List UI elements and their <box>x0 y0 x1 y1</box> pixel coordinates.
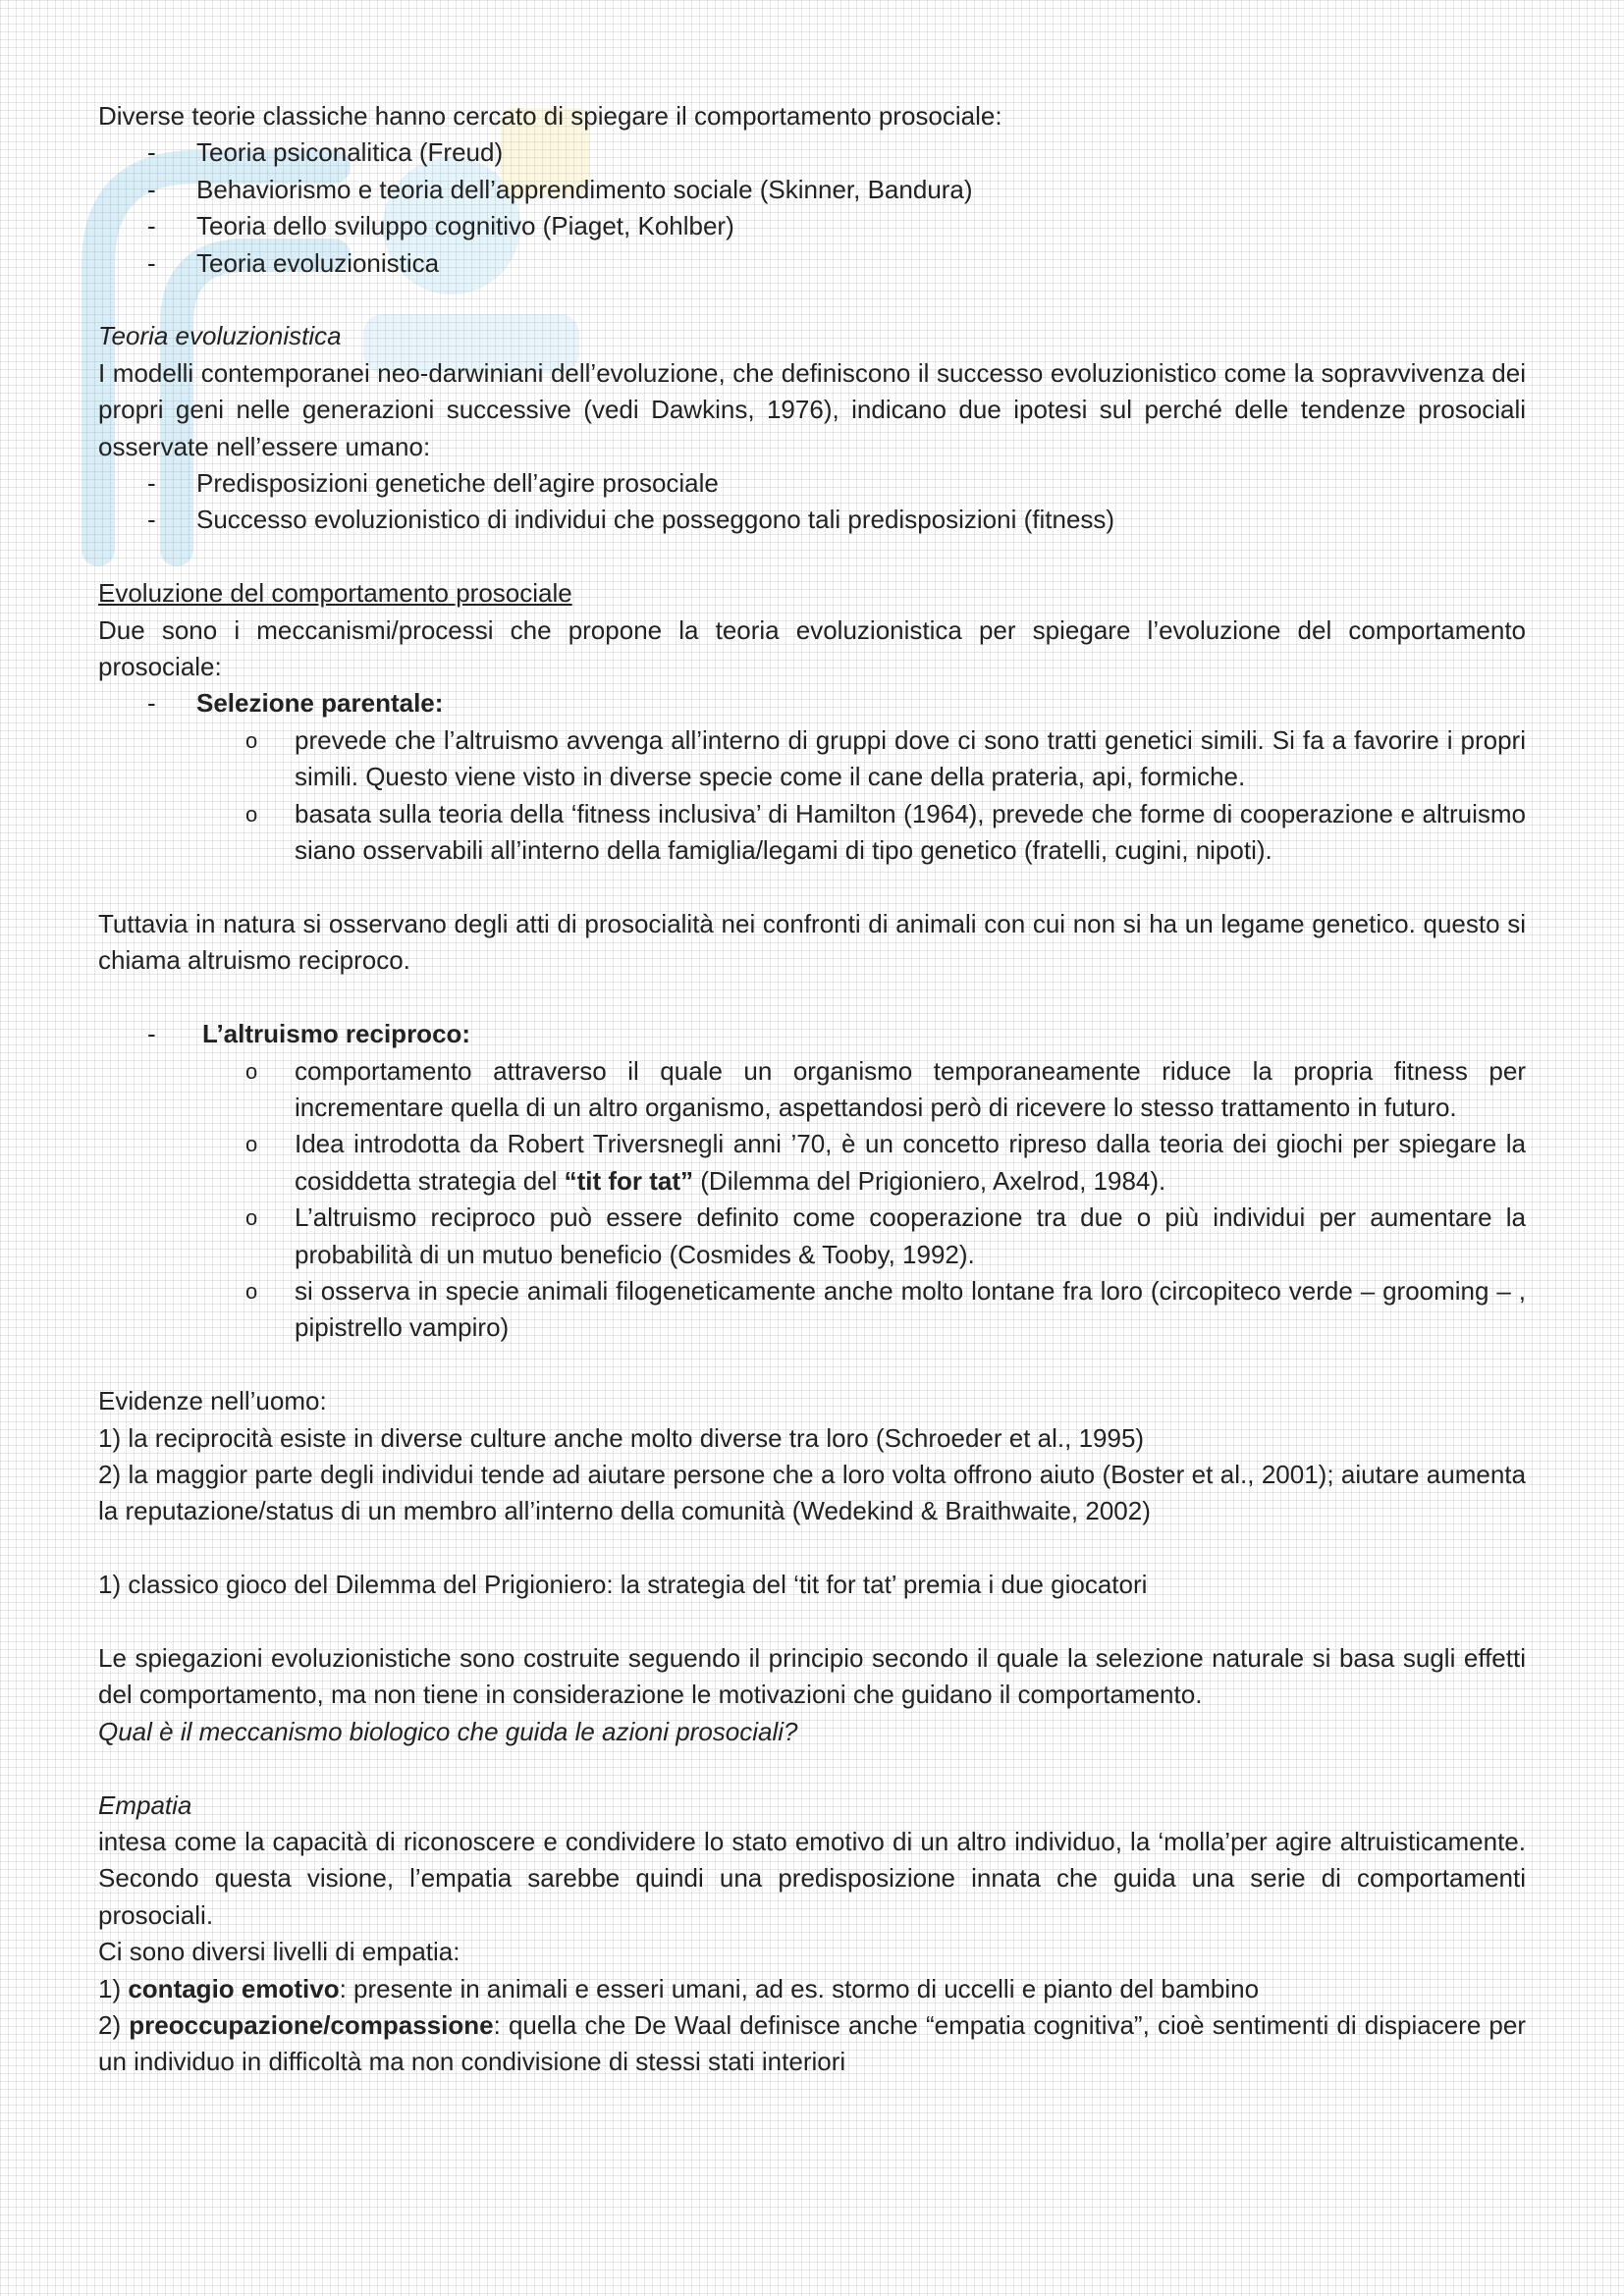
evo-paragraph: I modelli contemporanei neo-darwiniani dell’evoluzione, che definiscono il successo evoluzionistico come la sopravvivenza dei propri geni nelle generazioni successive (vedi Dawkins, 1976), indicano due ipotesi sul perché delle tendenze prosociali osservate nell’essere umano: <box>98 357 1526 461</box>
sub-list-item <box>98 722 1526 796</box>
list-item-text: Teoria psiconalitica (Freud) <box>196 137 504 168</box>
empatia-level-1 <box>98 1971 1526 2007</box>
empatia-livelli: Ci sono diversi livelli di empatia: <box>98 1937 460 1967</box>
level-description: : presente in animali e esseri umani, ad es. stormo di uccelli e pianto del bambino <box>339 1973 1260 2003</box>
list-item-text: Behaviorismo e teoria dell’apprendimento sociale (Skinner, Bandura) <box>196 174 973 204</box>
dash-bullet: - <box>147 688 156 719</box>
tit-for-tat-bold: “tit for tat” <box>564 1165 694 1196</box>
dash-bullet: - <box>147 468 156 499</box>
list-item <box>98 1016 1526 1052</box>
list-item <box>98 245 1526 282</box>
intro-heading: Diverse teorie classiche hanno cercato di spiegare il comportamento prosociale: <box>98 101 1002 131</box>
circle-bullet: o <box>245 1132 258 1157</box>
sub-list-item-text: comportamento attraverso il quale un organismo temporaneamente riduce la propria fitness per incrementare quella di un altro organismo, aspettandosi però di ricevere lo stesso trattamento in futuro. <box>295 1055 1526 1122</box>
sub-list-item <box>98 1053 1526 1127</box>
list-item <box>98 502 1526 538</box>
list-item-text: Teoria dello sviluppo cognitivo (Piaget, Kohlber) <box>196 211 734 241</box>
dash-bullet: - <box>147 137 156 168</box>
spiegazioni-paragraph: Le spiegazioni evoluzionistiche sono costruite seguendo il principio secondo il quale la selezione naturale si basa sugli effetti del comportamento, ma non tiene in considerazione le motivazioni che guidano il comportamento. <box>98 1642 1526 1710</box>
evidenze-point-2: 2) la maggior parte degli individui tende ad aiutare persone che a loro volta offrono aiuto (Boster et al., 2001); aiutare aumenta la reputazione/status di un membro all’interno della comunità (Wedekind & Braithwaite, 2002) <box>98 1459 1526 1526</box>
level-description: : quella che De Waal definisce anche “empatia cognitiva”, cioè sentimenti di dispiacere per un individuo in difficoltà ma non condivisione di stessi stati interiori <box>98 2010 1526 2077</box>
evol-comp-title: Evoluzione del comportamento prosociale <box>98 578 572 609</box>
level-number: 2) <box>98 2010 130 2040</box>
sub-list-item-text: basata sulla teoria della ‘fitness inclusiva’ di Hamilton (1964), prevede che forme di cooperazione e altruismo siano osservabili all’interno della famiglia/legami di tipo genetico (fratelli, cugini, nipoti). <box>295 798 1526 866</box>
empatia-paragraph: intesa come la capacità di riconoscere e condividere lo stato emotivo di un altro individuo, la ‘molla’per agire altruisticamente. Secondo questa visione, l’empatia sarebbe quindi una predisposizione innata che guida una serie di comportamenti prosociali. <box>98 1826 1526 1930</box>
dash-bullet: - <box>147 211 156 241</box>
document-page <box>98 98 1526 2081</box>
sub-list-item-text: L’altruismo reciproco può essere definito come cooperazione tra due o più individui per aumentare la probabilità di un mutuo beneficio (Cosmides & Tooby, 1992). <box>295 1202 1526 1269</box>
sub-list-item-text: (Dilemma del Prigioniero, Axelrod, 1984). <box>693 1165 1166 1196</box>
circle-bullet: o <box>245 1278 258 1304</box>
evol-comp-paragraph: Due sono i meccanismi/processi che propone la teoria evoluzionistica per spiegare l’evoluzione del comportamento prosociale: <box>98 614 1526 682</box>
dash-bullet: - <box>147 174 156 204</box>
evidenze-title: Evidenze nell’uomo: <box>98 1386 327 1416</box>
sub-list-item-text: Idea introdotta da Robert Triversnegli anni ’70, è un concetto ripreso dalla teoria dei giochi per spiegare la cosiddetta strategia del <box>295 1129 1526 1196</box>
tuttavia-paragraph: Tuttavia in natura si osservano degli atti di prosocialità nei confronti di animali con cui non si ha un legame genetico. questo si chiama altruismo reciproco. <box>98 908 1526 976</box>
sub-list-item <box>98 1126 1526 1200</box>
list-item <box>98 465 1526 502</box>
empatia-title: Empatia <box>98 1789 192 1820</box>
level-term: contagio emotivo <box>128 1973 340 2003</box>
evidenze-point-1: 1) la reciprocità esiste in diverse culture anche molto diverse tra loro (Schroeder et al., 1995) <box>98 1422 1145 1453</box>
sub-list-item <box>98 1200 1526 1273</box>
list-item-text: Successo evoluzionistico di individui che posseggono tali predisposizioni (fitness) <box>196 505 1115 535</box>
level-number: 1) <box>98 1973 129 2003</box>
list-item <box>98 685 1526 721</box>
list-item-text: Teoria evoluzionistica <box>196 247 440 278</box>
list-item-text: Predisposizioni genetiche dell’agire prosociale <box>196 468 719 499</box>
circle-bullet: o <box>245 727 258 753</box>
altruismo-label: L’altruismo reciproco: <box>202 1019 471 1049</box>
evo-title: Teoria evoluzionistica <box>98 321 342 351</box>
dash-bullet: - <box>147 505 156 535</box>
list-item <box>98 134 1526 171</box>
circle-bullet: o <box>245 1205 258 1231</box>
sub-list-item-text: prevede che l’altruismo avvenga all’interno di gruppi dove ci sono tratti genetici simili. Si fa a favorire i propri simili. Questo viene visto in diverse specie come il cane della prateria, api, formiche. <box>295 724 1526 792</box>
dash-bullet: - <box>147 1019 156 1049</box>
list-item <box>98 172 1526 208</box>
sub-list-item <box>98 1273 1526 1347</box>
evidenze-point-3: 1) classico gioco del Dilemma del Prigioniero: la strategia del ‘tit for tat’ premia i due giocatori <box>98 1570 1148 1600</box>
spiegazioni-question: Qual è il meccanismo biologico che guida le azioni prosociali? <box>98 1716 798 1746</box>
circle-bullet: o <box>245 801 258 827</box>
list-item <box>98 208 1526 244</box>
circle-bullet: o <box>245 1058 258 1084</box>
dash-bullet: - <box>147 247 156 278</box>
sub-list-item-text: si osserva in specie animali filogeneticamente anche molto lontane fra loro (circopiteco verde – grooming – , pipistrello vampiro) <box>295 1275 1526 1343</box>
level-term: preoccupazione/compassione <box>129 2010 494 2040</box>
sub-list-item <box>98 796 1526 870</box>
selezione-label: Selezione parentale: <box>196 688 444 719</box>
empatia-level-2 <box>98 2007 1526 2081</box>
